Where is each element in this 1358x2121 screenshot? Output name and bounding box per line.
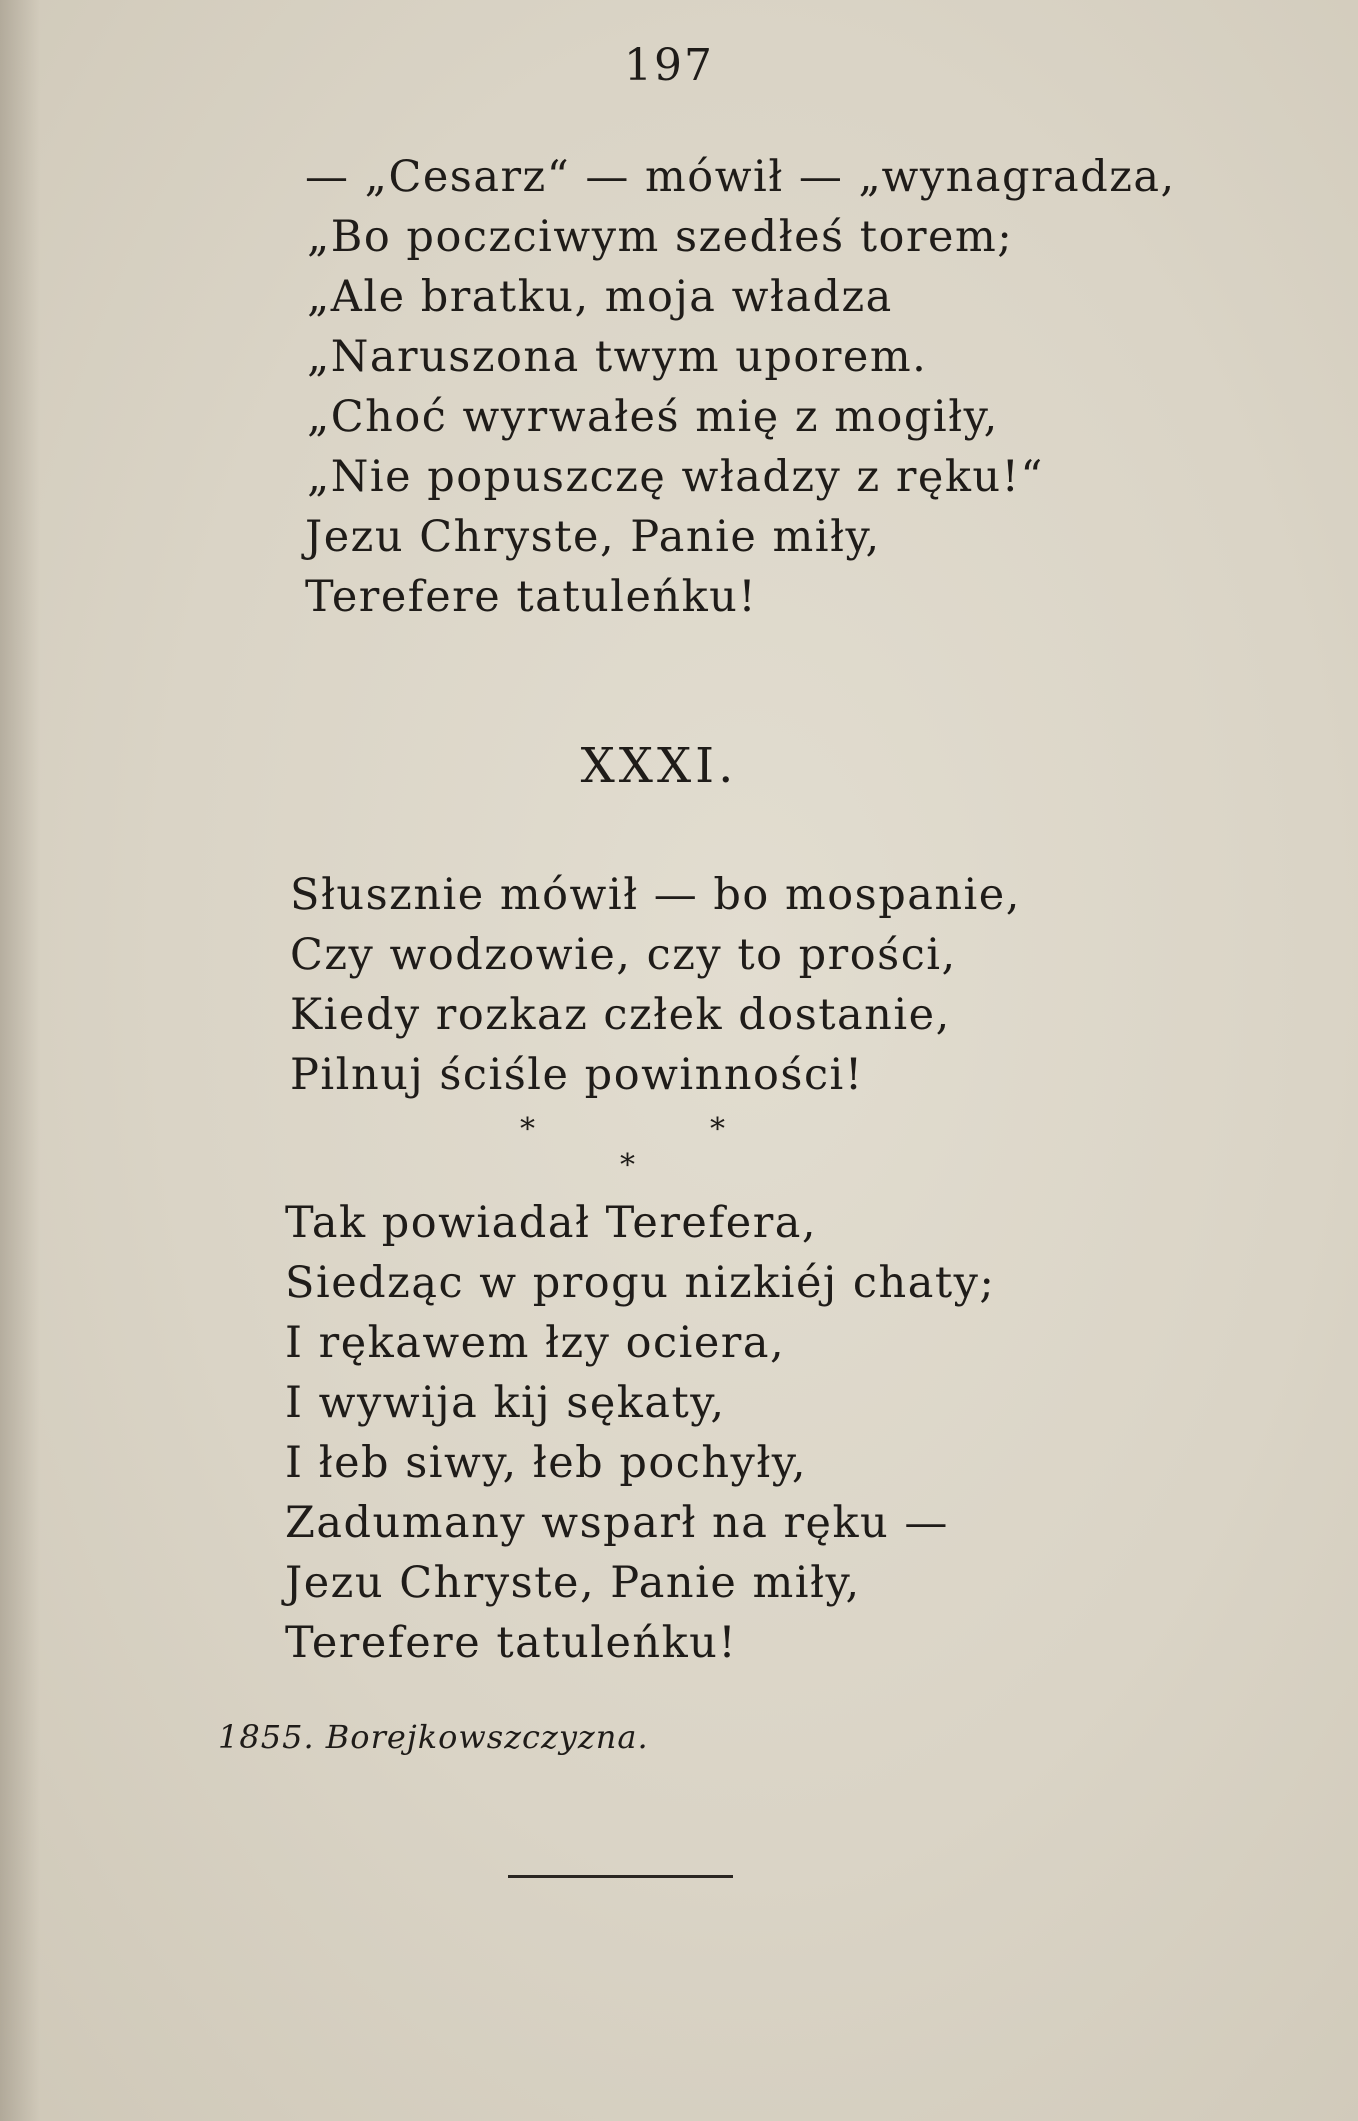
verse-line: Jezu Chryste, Panie miły,: [305, 512, 881, 562]
verse-line: Kiedy rozkaz człek dostanie,: [290, 990, 951, 1040]
stanza-1: [305, 147, 1176, 627]
verse-line: I wywija kij sękaty,: [285, 1378, 726, 1428]
page-number: 197: [624, 40, 714, 91]
verse-line: — „Cesarz“ — mówił — „wynagradza,: [305, 152, 1176, 202]
verse-line: „Naruszona twym uporem.: [307, 332, 928, 382]
asterism-divider: [510, 1110, 750, 1190]
stanza-3: [285, 1193, 995, 1673]
stanza-2: [290, 865, 1021, 1105]
asterisk-glyph: *: [520, 1112, 535, 1147]
verse-line: Jezu Chryste, Panie miły,: [285, 1558, 861, 1608]
verse-line: I rękawem łzy ociera,: [285, 1318, 786, 1368]
verse-line: Czy wodzowie, czy to prości,: [290, 930, 957, 980]
verse-line: Słusznie mówił — bo mospanie,: [290, 870, 1021, 920]
verse-line: „Bo poczciwym szedłeś torem;: [307, 212, 1014, 262]
end-rule: [508, 1875, 733, 1878]
section-heading: XXXI.: [580, 738, 738, 794]
verse-line: „Ale bratku, moja władza: [307, 272, 893, 322]
dateline: 1855. Borejkowszczyzna.: [218, 1718, 649, 1756]
verse-line: Pilnuj ściśle powinności!: [290, 1050, 864, 1100]
verse-line: Zadumany wsparł na ręku —: [285, 1498, 949, 1548]
verse-line: Terefere tatuleńku!: [285, 1618, 738, 1668]
verse-line: „Nie popuszczę władzy z ręku!“: [307, 452, 1044, 502]
verse-line: Terefere tatuleńku!: [305, 572, 758, 622]
asterisk-glyph: *: [620, 1148, 635, 1183]
verse-line: „Choć wyrwałeś mię z mogiły,: [307, 392, 999, 442]
asterisk-glyph: *: [710, 1112, 725, 1147]
verse-line: I łeb siwy, łeb pochyły,: [285, 1438, 808, 1488]
page-edge-shadow: [0, 0, 40, 2121]
verse-line: Tak powiadał Terefera,: [285, 1198, 818, 1248]
verse-line: Siedząc w progu nizkiéj chaty;: [285, 1258, 996, 1308]
